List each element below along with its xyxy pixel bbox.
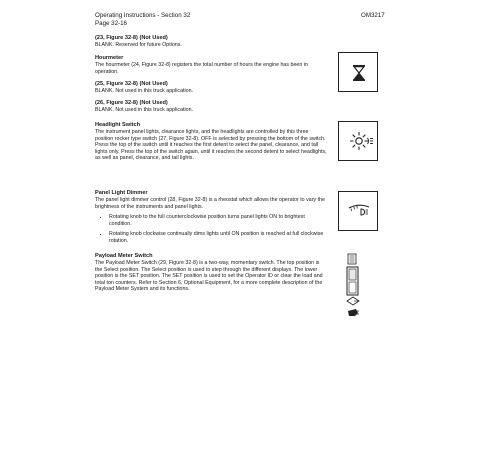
dimmer-icon-box — [338, 191, 378, 231]
section-25-body: BLANK. Not used in this truck application. — [95, 88, 194, 94]
hourglass-icon — [339, 53, 379, 93]
headlight-icon — [339, 122, 379, 162]
list-item: • Rotating knob clockwise continually dims lights until ON position is reached at full clockwise rotation. — [109, 231, 327, 244]
section-25 — [95, 81, 327, 95]
section-26-title: (26, Figure 32-8) (Not Used) — [95, 100, 168, 106]
section-dimmer — [95, 190, 327, 249]
section-hourmeter — [95, 55, 327, 75]
section-23-title: (23, Figure 32-8) (Not Used) — [95, 35, 168, 41]
section-26-body: BLANK. Not used in this truck application. — [95, 107, 194, 113]
dimmer-title: Panel Light Dimmer — [95, 190, 148, 196]
hourmeter-title: Hourmeter — [95, 55, 124, 61]
dimmer-body: The panel light dimmer control (28, Figure 32-8) is a rheostat which allows the operator to vary the brightness of the instruments and panel lights. — [95, 197, 325, 210]
header-doc-id: OM3217 — [361, 12, 385, 19]
payload-switch-icon — [344, 253, 368, 323]
header-page-number: Page 32-16 — [95, 20, 127, 27]
section-23 — [95, 35, 327, 49]
section-23-body: BLANK. Reserved for future Options. — [95, 42, 182, 48]
headlight-body: The instrument panel lights, clearance lights, and the headlights are controlled by this three position rocker type switch (27, Figure 32-8). OFF is selected by pressing the bottom of the switch. Press the top of the switch until it reaches the first detent to select the panel, clearance, and tail lights only. Press the top of the switch again, until it reaches the second detent to select headlights, as well as panel, clearance, and tail lights. — [95, 129, 327, 162]
section-headlight — [95, 122, 327, 162]
headlight-title: Headlight Switch — [95, 122, 141, 128]
header-title: Operating Instructions - Section 32 — [95, 12, 191, 19]
headlight-icon-box — [338, 121, 378, 161]
page-header-left — [95, 12, 190, 28]
hourmeter-body: The hourmeter (24, Figure 32-8) registers the total number of hours the engine has been in operation. — [95, 62, 308, 75]
dimmer-bullet-list — [95, 214, 327, 244]
hourmeter-icon-box — [338, 52, 378, 92]
payload-title: Payload Meter Switch — [95, 253, 153, 259]
payload-body: The Payload Meter Switch (29, Figure 32-8) is a two-way, momentary switch. The top position is the Select position. The Select position is used to step through the different displays. The lower position is the SET position. The SET position is used to set the Operator ID or clear the load and total ton counters. Refer to Section 6, Optional Equipment, for a more complete description of the Payload Meter System and its functions. — [95, 260, 323, 293]
section-payload — [95, 253, 327, 293]
section-26 — [95, 100, 327, 114]
section-25-title: (25, Figure 32-8) (Not Used) — [95, 81, 168, 87]
list-item: • Rotating knob to the full counterclockwise position turns panel lights ON to brightest condition. — [109, 214, 327, 227]
panel-dimmer-icon — [339, 192, 379, 232]
